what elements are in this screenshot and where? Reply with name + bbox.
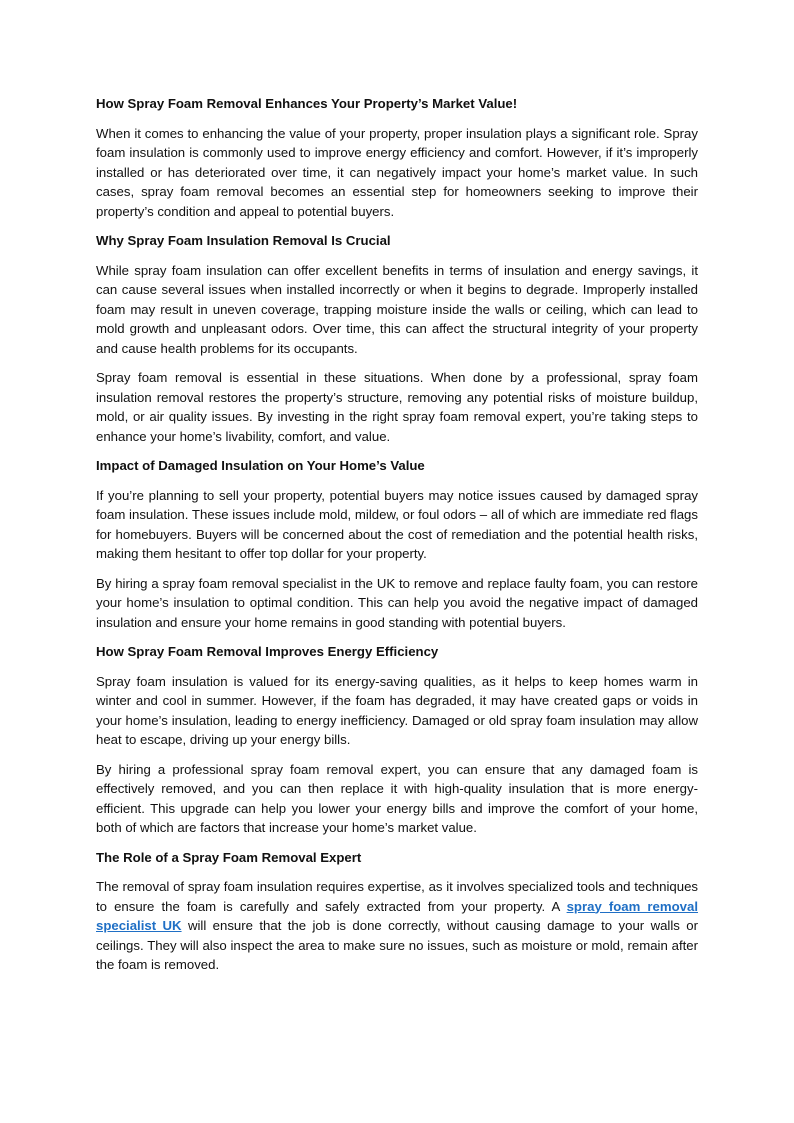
- section-heading-impact-damaged-insulation: Impact of Damaged Insulation on Your Home’s Value: [96, 458, 425, 473]
- paragraph-text-after-link: will ensure that the job is done correctly, without causing damage to your walls or ceilings. They will also inspect the area to make sure no issues, such as moisture or mold, remain after the foam is removed.: [96, 918, 698, 972]
- paragraph-text-before-link: The removal of spray foam insulation requires expertise, as it involves specialized tools and techniques to ensure the foam is carefully and safely extracted from your property. A: [96, 879, 698, 914]
- paragraph: If you’re planning to sell your property, potential buyers may notice issues caused by damaged spray foam insulation. These issues include mold, mildew, or foul odors – all of which are immediate red flags for homebuyers. Buyers will be concerned about the cost of remediation and the potential health risks, making them hesitant to offer top dollar for your property.: [96, 487, 698, 561]
- paragraph: Spray foam insulation is valued for its energy-saving qualities, as it helps to keep homes warm in winter and cool in summer. However, if the foam has degraded, it may have created gaps or voids in your home’s insulation, leading to energy inefficiency. Damaged or old spray foam insulation may allow heat to escape, driving up your energy bills.: [96, 673, 698, 747]
- document-page: [96, 94, 698, 985]
- paragraph: While spray foam insulation can offer excellent benefits in terms of insulation and energy savings, it can cause several issues when installed incorrectly or when it begins to degrade. Improperly installed foam may result in uneven coverage, trapping moisture inside the walls or ceiling, which can lead to mold growth and unpleasant odors. Over time, this can affect the structural integrity of your property and cause health problems for its occupants.: [96, 262, 698, 356]
- section-heading-why-removal-crucial: Why Spray Foam Insulation Removal Is Crucial: [96, 233, 391, 248]
- paragraph: Spray foam removal is essential in these situations. When done by a professional, spray foam insulation removal restores the property’s structure, removing any potential risks of moisture buildup, mold, or air quality issues. By investing in the right spray foam removal expert, you’re taking steps to enhance your home’s livability, comfort, and value.: [96, 370, 698, 444]
- paragraph: By hiring a spray foam removal specialist in the UK to remove and replace faulty foam, you can restore your home’s insulation to optimal condition. This can help you avoid the negative impact of damaged insulation and ensure your home remains in good standing with potential buyers.: [96, 575, 698, 630]
- section-heading-energy-efficiency: How Spray Foam Removal Improves Energy Efficiency: [96, 644, 439, 659]
- paragraph: By hiring a professional spray foam removal expert, you can ensure that any damaged foam is effectively removed, and you can then replace it with high-quality insulation that is more energy-efficient. This upgrade can help you lower your energy bills and improve the comfort of your home, both of which are factors that increase your home’s market value.: [96, 761, 698, 835]
- section-heading-role-of-expert: The Role of a Spray Foam Removal Expert: [96, 849, 362, 865]
- paragraph-with-link: [96, 877, 698, 975]
- paragraph-intro: When it comes to enhancing the value of your property, proper insulation plays a significant role. Spray foam insulation is commonly used to improve energy efficiency and comfort. However, if it’s improperly installed or has deteriorated over time, it can negatively impact your home’s market value. In such cases, spray foam removal becomes an essential step for homeowners seeking to improve their property’s condition and appeal to potential buyers.: [96, 125, 698, 219]
- document-title: How Spray Foam Removal Enhances Your Property’s Market Value!: [96, 96, 518, 111]
- specialist-uk-link[interactable]: spray foam removal specialist UK: [96, 898, 699, 933]
